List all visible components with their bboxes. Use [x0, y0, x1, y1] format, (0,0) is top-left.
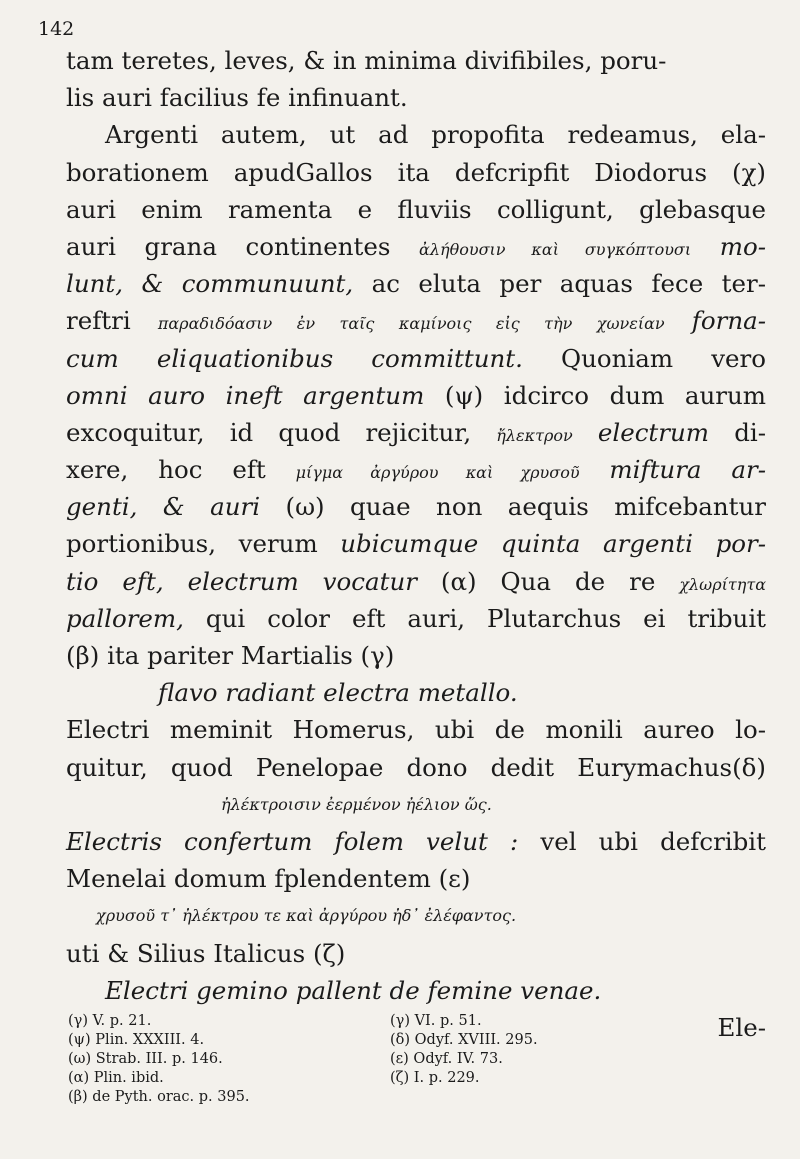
greek-quote: ἠλέκτροισιν ἐερμένον ἠέλιον ὥς.	[221, 794, 492, 814]
text-line: borationem apudGallos ita defcripfit Diodorus (χ)	[66, 157, 766, 187]
text-line: omni auro ineft argentum (ψ) idcirco dum aurum	[66, 380, 766, 410]
text-line: genti, & auri (ω) quae non aequis mifcebantur	[66, 492, 766, 522]
footnote: (δ) Odyf. XVIII. 295.	[390, 1032, 538, 1048]
text-line: auri grana continentes ἀλήθουσιν καὶ συγκόπτουσι mo-	[66, 231, 766, 261]
text-line: pallorem, qui color eft auri, Plutarchus ei tribuit	[66, 603, 766, 633]
footnote: (ψ) Plin. XXXIII. 4.	[68, 1032, 205, 1048]
text-line: excoquitur, id quod rejicitur, ἤλεκτρον electrum di-	[66, 417, 766, 447]
text-line: reftri παραδιδόασιν ἐν ταῖς καμίνοις εἰς τὴν χωνείαν forna-	[66, 306, 766, 336]
footnote-row	[68, 1069, 728, 1088]
greek-text: ἤλεκτρον	[496, 425, 573, 445]
footnote: (β) de Pyth. orac. p. 395.	[68, 1089, 250, 1105]
text-line: Electris confertum folem velut : vel ubi defcribit	[66, 826, 766, 856]
footnote-row	[68, 1050, 728, 1069]
footnote: (γ) VI. p. 51.	[390, 1013, 482, 1029]
footnote: (γ) V. p. 21.	[68, 1013, 152, 1029]
footnote: (ε) Odyf. IV. 73.	[390, 1051, 503, 1067]
greek-text: ἀλήθουσιν καὶ συγκόπτουσι	[419, 239, 692, 259]
footnote-row	[68, 1088, 728, 1107]
text-line: quitur, quod Penelopae dono dedit Eurymachus(δ)	[66, 752, 766, 782]
footnotes	[68, 1012, 728, 1107]
verse-quote: flavo radiant electra metallo.	[158, 678, 518, 708]
body-text	[66, 42, 766, 1046]
text-line: tio eft, electrum vocatur (α) Qua de re χλωρίτητα	[66, 566, 766, 596]
text-line: lis auri facilius fe infinuant.	[66, 83, 408, 113]
greek-text: παραδιδόασιν ἐν ταῖς καμίνοις εἰς τὴν χωνείαν	[157, 314, 665, 334]
text-line: Menelai domum fplendentem (ε)	[66, 864, 471, 894]
verse-quote: Electri gemino pallent de femine venae.	[105, 975, 602, 1005]
text-line: lunt, & communuunt, ac eluta per aquas fece ter-	[66, 269, 766, 299]
footnote-row	[68, 1012, 728, 1031]
footnote: (ω) Strab. III. p. 146.	[68, 1051, 223, 1067]
footnote	[390, 1088, 720, 1107]
footnote: (α) Plin. ibid.	[68, 1070, 164, 1086]
text-line: xere, hoc eft μίγμα ἀργύρου καὶ χρυσοῦ miftura ar-	[66, 455, 766, 485]
text-line: (β) ita pariter Martialis (γ)	[66, 641, 395, 670]
footnote: (ζ) I. p. 229.	[390, 1070, 480, 1086]
page-number: 142	[38, 18, 75, 40]
greek-quote: χρυσοῦ τ᾽ ἠλέκτρου τε καὶ ἀργύρου ἠδ᾽ ἐλέφαντος.	[96, 906, 517, 926]
text-line: cum eliquationibus committunt. Quoniam vero	[66, 343, 766, 373]
catchword: Ele-	[717, 1012, 766, 1042]
text-line: auri enim ramenta e fluviis colligunt, glebasque	[66, 194, 766, 224]
footnote-row	[68, 1031, 728, 1050]
greek-text: μίγμα ἀργύρου καὶ χρυσοῦ	[295, 463, 580, 483]
text-line: tam teretes, leves, & in minima divifibiles, poru-	[66, 46, 667, 75]
text-line: portionibus, verum ubicumque quinta argenti por-	[66, 529, 766, 559]
text-line: Electri meminit Homerus, ubi de monili aureo lo-	[66, 715, 766, 745]
text-line: Argenti autem, ut ad propofita redeamus, ela-	[105, 120, 766, 150]
text-line: uti & Silius Italicus (ζ)	[66, 938, 346, 968]
greek-text: χλωρίτητα	[679, 574, 766, 594]
